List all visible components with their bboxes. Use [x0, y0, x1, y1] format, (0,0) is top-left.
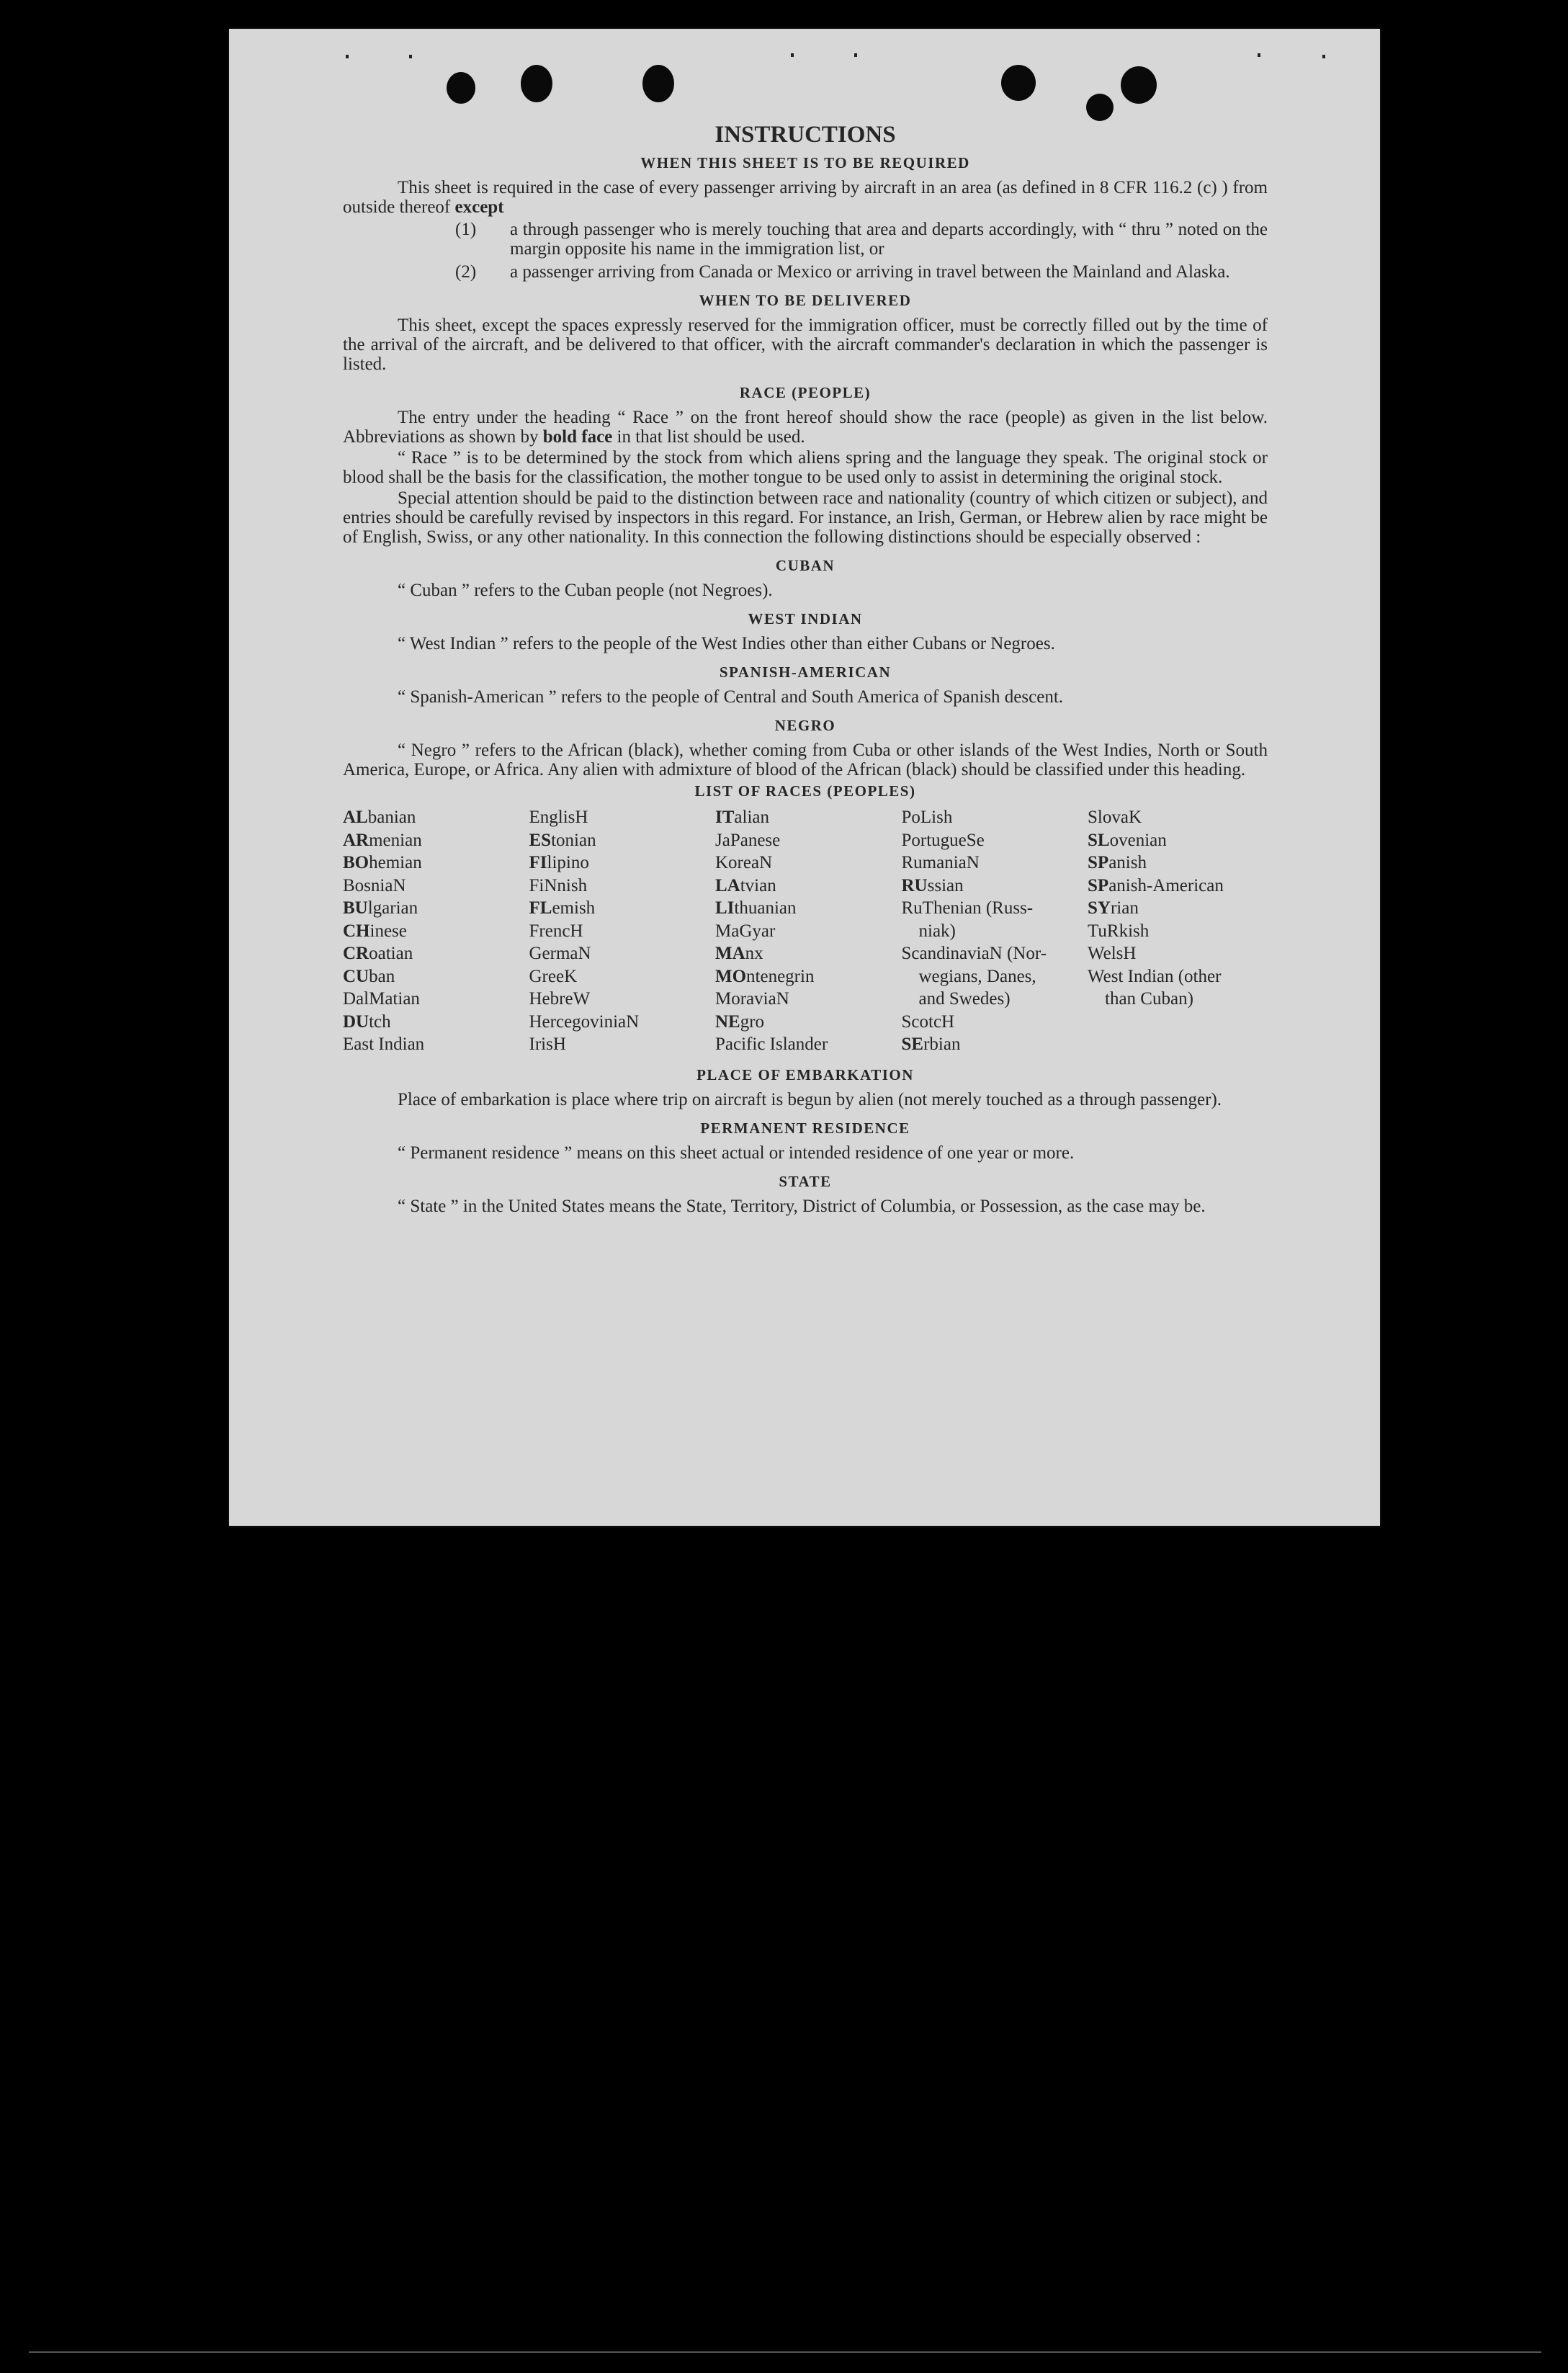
- race-entry: [343, 875, 523, 898]
- race-name: GreeK: [529, 966, 578, 986]
- race-name: ScotcH: [901, 1011, 955, 1032]
- when-delivered-text: This sheet, except the spaces expressly reserved for the immigration officer, must be correctly filled out by the time of the arrival of the aircraft, and be delivered to that officer, with the aircraft commander's declaration in which the passenger is listed.: [343, 316, 1268, 374]
- race-name: inese: [369, 921, 407, 941]
- race-abbreviation: CU: [343, 966, 369, 986]
- race-entry: [529, 875, 709, 898]
- race-entry: [902, 897, 1082, 920]
- race-entry: [343, 897, 523, 920]
- when-required-intro: [343, 178, 1268, 217]
- race-entry: [1088, 988, 1268, 1011]
- residence-text: “ Permanent residence ” means on this sheet actual or intended residence of one year or more.: [398, 1143, 1075, 1163]
- list-item-text: a through passenger who is merely touching that area and departs accordingly, with “ thru ” noted on the margin opposite his name in the immigration list, or: [510, 220, 1268, 259]
- intro-bold: except: [454, 197, 504, 217]
- bottom-rule: [29, 2351, 1541, 2353]
- race-entry: [1088, 875, 1268, 898]
- race-entry: [715, 852, 895, 875]
- cuban-text: “ Cuban ” refers to the Cuban people (not Negroes).: [398, 581, 773, 600]
- race-entry: [715, 897, 895, 920]
- race-entry: [715, 806, 895, 829]
- race-entry: [343, 942, 523, 965]
- race-bold: bold face: [542, 427, 613, 447]
- race-entry: [715, 965, 895, 988]
- race-abbreviation: SP: [1088, 853, 1109, 872]
- race-entry: [529, 1011, 709, 1034]
- race-name: EnglisH: [529, 808, 588, 827]
- race-entry: [343, 806, 523, 829]
- race-abbreviation: SL: [1088, 830, 1110, 850]
- race-abbreviation: SY: [1088, 898, 1111, 918]
- race-name: TuRkish: [1088, 921, 1150, 941]
- race-name: anish-American: [1108, 875, 1224, 895]
- race-paragraph-2: “ Race ” is to be determined by the stock from which aliens spring and the language they speak. The original stock or blood shall be the basis for the classification, the mother tongue to be used only to assist in determining the original stock.: [343, 448, 1268, 487]
- race-entry: [902, 920, 1082, 943]
- race-name: banian: [367, 808, 416, 827]
- races-column: [902, 806, 1082, 1056]
- race-name: GermaN: [529, 944, 591, 963]
- race-name: HercegoviniaN: [529, 1011, 640, 1032]
- race-entry: [1088, 806, 1268, 829]
- race-name: West Indian (other: [1088, 966, 1222, 986]
- race-abbreviation: SE: [901, 1034, 924, 1054]
- race-name: MaGyar: [715, 921, 776, 941]
- race-name: tvian: [740, 875, 776, 895]
- heading-cuban: CUBAN: [775, 557, 835, 574]
- race-entry: [902, 1033, 1082, 1056]
- race-name: East Indian: [343, 1034, 425, 1054]
- document-title: INSTRUCTIONS: [714, 122, 896, 148]
- race-name: emish: [552, 898, 596, 918]
- race-abbreviation: CR: [343, 944, 369, 963]
- races-column: [1088, 806, 1268, 1056]
- race-name: FrencH: [529, 921, 583, 941]
- race-name: tch: [369, 1011, 391, 1032]
- list-item: [343, 220, 1268, 259]
- scan-mark: [1322, 55, 1325, 58]
- race-name: and Swedes): [918, 989, 1011, 1009]
- race-name: hemian: [369, 853, 422, 872]
- heading-race: RACE (PEOPLE): [739, 384, 872, 401]
- race-name: SlovaK: [1088, 808, 1142, 827]
- race-abbreviation: FL: [529, 898, 552, 918]
- race-name: IrisH: [529, 1034, 566, 1054]
- race-name: JaPanese: [715, 830, 781, 850]
- punch-hole: [521, 65, 552, 102]
- race-abbreviation: DU: [343, 1011, 369, 1032]
- race-entry: [902, 1011, 1082, 1034]
- heading-state: STATE: [779, 1172, 832, 1190]
- race-entry: [715, 1033, 895, 1056]
- heading-list-of-races: LIST OF RACES (PEOPLES): [694, 782, 916, 800]
- heading-when-required: WHEN THIS SHEET IS TO BE REQUIRED: [640, 154, 970, 171]
- race-name: ScandinaviaN (Nor-: [901, 944, 1047, 963]
- race-text: The entry under the heading “ Race ” on the front hereof should show the race (people) as given in the list below. Abbreviations as shown by: [343, 408, 1268, 447]
- race-name: niak): [918, 921, 956, 941]
- race-name: rian: [1110, 898, 1139, 918]
- race-name: rbian: [923, 1034, 961, 1054]
- race-abbreviation: NE: [715, 1011, 740, 1032]
- races-column: [529, 806, 709, 1056]
- race-name: menian: [369, 830, 422, 850]
- race-abbreviation: RU: [901, 875, 928, 895]
- scan-mark: [346, 55, 349, 58]
- race-name: DalMatian: [343, 989, 420, 1009]
- west-indian-text: “ West Indian ” refers to the people of the West Indies other than either Cubans or Negroes.: [398, 634, 1055, 653]
- race-name: tonian: [551, 830, 596, 850]
- intro-text: This sheet is required in the case of every passenger arriving by aircraft in an area (as defined in 8 CFR 116.2 (c) ) from outside thereof: [343, 178, 1268, 217]
- race-name: ban: [369, 966, 395, 986]
- race-entry: [1088, 920, 1268, 943]
- embarkation-text: Place of embarkation is place where trip on aircraft is begun by alien (not merely touched as a through passenger).: [398, 1089, 1222, 1109]
- races-column: [715, 806, 895, 1056]
- punch-hole: [1121, 66, 1157, 104]
- race-entry: [529, 988, 709, 1011]
- race-abbreviation: MA: [715, 944, 745, 963]
- race-entry: [902, 988, 1082, 1011]
- state-text: “ State ” in the United States means the State, Territory, District of Columbia, or Possession, as the case may be.: [398, 1196, 1206, 1216]
- list-item-text: a passenger arriving from Canada or Mexico or arriving in travel between the Mainland and Alaska.: [510, 262, 1230, 282]
- race-name: wegians, Danes,: [918, 966, 1036, 986]
- instructions-content: [343, 121, 1268, 1217]
- race-entry: [343, 829, 523, 852]
- spanish-american-text: “ Spanish-American ” refers to the people of Central and South America of Spanish descent.: [398, 687, 1064, 707]
- races-list: [343, 806, 1268, 1056]
- heading-embarkation: PLACE OF EMBARKATION: [696, 1065, 914, 1083]
- punch-hole: [642, 65, 674, 102]
- punch-hole: [1001, 65, 1036, 101]
- race-name: thuanian: [734, 898, 797, 918]
- race-abbreviation: BU: [343, 898, 368, 918]
- race-name: WelsH: [1088, 944, 1137, 963]
- race-name: alian: [734, 808, 769, 827]
- race-abbreviation: LA: [715, 875, 740, 895]
- race-entry: [715, 1011, 895, 1034]
- race-name: ssian: [927, 875, 964, 895]
- list-marker: (1): [455, 220, 477, 239]
- race-entry: [715, 875, 895, 898]
- scan-mark: [1258, 53, 1260, 57]
- race-name: oatian: [369, 944, 413, 963]
- race-abbreviation: ES: [529, 830, 552, 850]
- race-name: FiNnish: [529, 875, 588, 895]
- race-entry: [529, 897, 709, 920]
- race-text: in that list should be used.: [612, 427, 805, 447]
- punch-hole: [1086, 94, 1114, 121]
- race-entry: [1088, 829, 1268, 852]
- race-abbreviation: LI: [715, 898, 735, 918]
- race-name: RuThenian (Russ-: [901, 898, 1034, 918]
- race-entry: [1088, 852, 1268, 875]
- race-name: BosniaN: [343, 875, 406, 895]
- race-entry: [902, 852, 1082, 875]
- race-paragraph-1: [343, 408, 1268, 447]
- punch-hole: [447, 72, 475, 104]
- race-paragraph-3: Special attention should be paid to the distinction between race and nationality (country of which citizen or subject), and entries should be carefully revised by inspectors in this regard. For instance, an Irish, German, or Hebrew alien by race might be of English, Swiss, or any other nationality. In this connection the following distinctions should be especially observed :: [343, 488, 1268, 547]
- race-entry: [343, 988, 523, 1011]
- heading-negro: NEGRO: [774, 717, 836, 734]
- race-name: Pacific Islander: [715, 1034, 828, 1054]
- race-abbreviation: AL: [343, 808, 368, 827]
- exceptions-list: [343, 220, 1268, 282]
- race-name: HebreW: [529, 989, 591, 1009]
- race-entry: [1088, 897, 1268, 920]
- race-abbreviation: FI: [529, 853, 547, 872]
- race-name: gro: [740, 1011, 765, 1032]
- race-entry: [902, 965, 1082, 988]
- scan-mark: [409, 55, 412, 58]
- race-entry: [715, 942, 895, 965]
- race-entry: [343, 852, 523, 875]
- heading-when-delivered: WHEN TO BE DELIVERED: [699, 292, 912, 309]
- race-name: lipino: [547, 853, 589, 872]
- race-entry: [343, 1033, 523, 1056]
- heading-spanish-american: SPANISH-AMERICAN: [719, 663, 892, 681]
- race-name: ovenian: [1109, 830, 1167, 850]
- race-name: MoraviaN: [715, 989, 789, 1009]
- race-entry: [715, 988, 895, 1011]
- race-entry: [529, 1033, 709, 1056]
- race-abbreviation: IT: [715, 808, 735, 827]
- race-name: than Cuban): [1105, 989, 1193, 1009]
- race-abbreviation: SP: [1088, 875, 1109, 895]
- race-name: KoreaN: [715, 853, 773, 872]
- heading-residence: PERMANENT RESIDENCE: [700, 1119, 910, 1137]
- race-abbreviation: CH: [343, 921, 370, 941]
- race-entry: [902, 875, 1082, 898]
- scan-mark: [791, 53, 794, 57]
- race-entry: [529, 806, 709, 829]
- race-name: PoLish: [901, 808, 953, 827]
- race-name: RumaniaN: [901, 853, 980, 872]
- race-abbreviation: AR: [343, 830, 369, 850]
- races-column: [343, 806, 523, 1056]
- race-entry: [529, 920, 709, 943]
- heading-west-indian: WEST INDIAN: [748, 610, 863, 627]
- race-entry: [343, 965, 523, 988]
- race-entry: [529, 852, 709, 875]
- list-item: [343, 262, 1268, 282]
- race-entry: [343, 920, 523, 943]
- race-name: nx: [745, 944, 763, 963]
- race-name: ntenegrin: [746, 966, 815, 986]
- negro-text: “ Negro ” refers to the African (black), whether coming from Cuba or other islands of the West Indies, North or South America, Europe, or Africa. Any alien with admixture of blood of the African (black) should be classified under this heading.: [343, 741, 1268, 779]
- race-entry: [529, 965, 709, 988]
- document-sheet: [229, 29, 1380, 1526]
- race-entry: [343, 1011, 523, 1034]
- race-entry: [1088, 942, 1268, 965]
- list-marker: (2): [455, 262, 477, 282]
- race-entry: [902, 942, 1082, 965]
- race-entry: [529, 942, 709, 965]
- race-entry: [902, 806, 1082, 829]
- race-abbreviation: MO: [715, 966, 747, 986]
- race-entry: [529, 829, 709, 852]
- race-abbreviation: BO: [343, 853, 369, 872]
- race-entry: [715, 829, 895, 852]
- race-name: lgarian: [367, 898, 418, 918]
- race-entry: [902, 829, 1082, 852]
- scan-mark: [854, 53, 857, 57]
- race-name: anish: [1108, 853, 1147, 872]
- race-name: PortugueSe: [901, 830, 985, 850]
- race-entry: [715, 920, 895, 943]
- race-entry: [1088, 965, 1268, 988]
